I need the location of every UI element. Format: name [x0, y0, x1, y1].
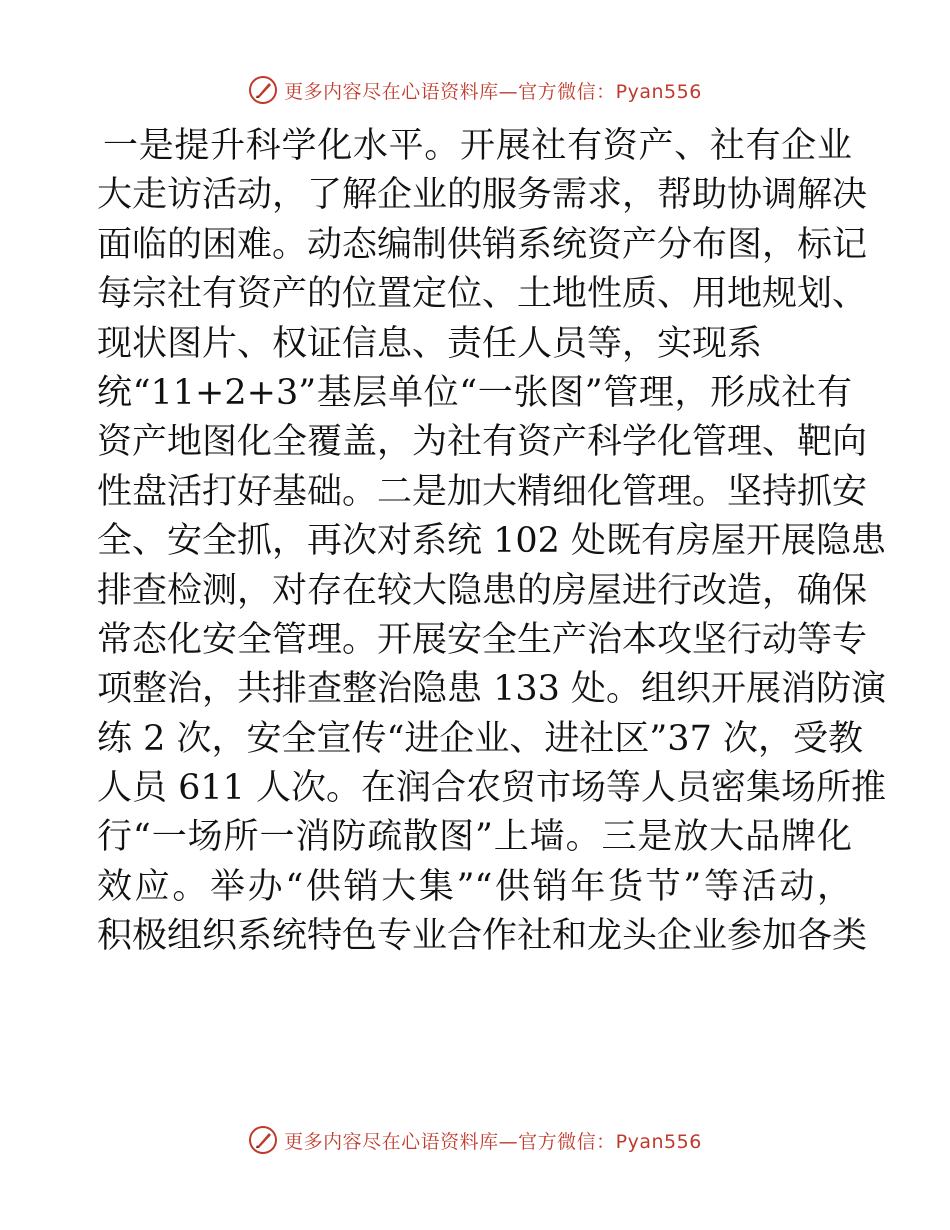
text-line: 排查检测，对存在较大隐患的房屋进行改造，确保: [97, 570, 868, 611]
text-line: 大走访活动，了解企业的服务需求，帮助协调解决: [97, 175, 868, 216]
feather-pen-icon: [248, 1125, 278, 1155]
text-line: 效应。举办“供销大集”“供销年货节”等活动，: [97, 866, 852, 907]
text-line: 全、安全抓，再次对系统 102 处既有房屋开展隐患: [97, 521, 887, 562]
text-line: 性盘活打好基础。二是加大精细化管理。坚持抓安: [97, 471, 868, 512]
watermark-text: 更多内容尽在心语资料库—官方微信：Pyan556: [284, 1130, 702, 1153]
watermark-banner-bottom: [0, 1120, 950, 1160]
text-line: 常态化安全管理。开展安全生产治本攻坚行动等专: [97, 619, 868, 660]
watermark-text: 更多内容尽在心语资料库—官方微信：Pyan556: [284, 80, 702, 103]
text-line: 现状图片、权证信息、责任人员等，实现系: [97, 323, 763, 364]
text-line: 每宗社有资产的位置定位、土地性质、用地规划、: [97, 274, 868, 315]
feather-pen-icon: [248, 75, 278, 105]
text-line: 面临的困难。动态编制供销系统资产分布图，标记: [97, 224, 868, 265]
body-text: [97, 122, 887, 962]
text-line: 练 2 次，安全宣传“进企业、进社区”37 次，受教: [97, 718, 863, 759]
text-line: 行“一场所一消防疏散图”上墙。三是放大品牌化: [97, 817, 852, 858]
text-line: 资产地图化全覆盖，为社有资产科学化管理、靶向: [97, 422, 868, 463]
text-line: 统“11+2+3”基层单位“一张图”管理，形成社有: [97, 372, 852, 413]
watermark-banner-top: [0, 70, 950, 110]
text-line: 一是提升科学化水平。开展社有资产、社有企业: [103, 126, 852, 166]
text-line: 人员 611 人次。在润合农贸市场等人员密集场所推: [97, 768, 887, 809]
text-line: 积极组织系统特色专业合作社和龙头企业参加各类: [97, 916, 868, 957]
text-line: 项整治，共排查整治隐患 133 处。组织开展消防演: [97, 669, 887, 710]
